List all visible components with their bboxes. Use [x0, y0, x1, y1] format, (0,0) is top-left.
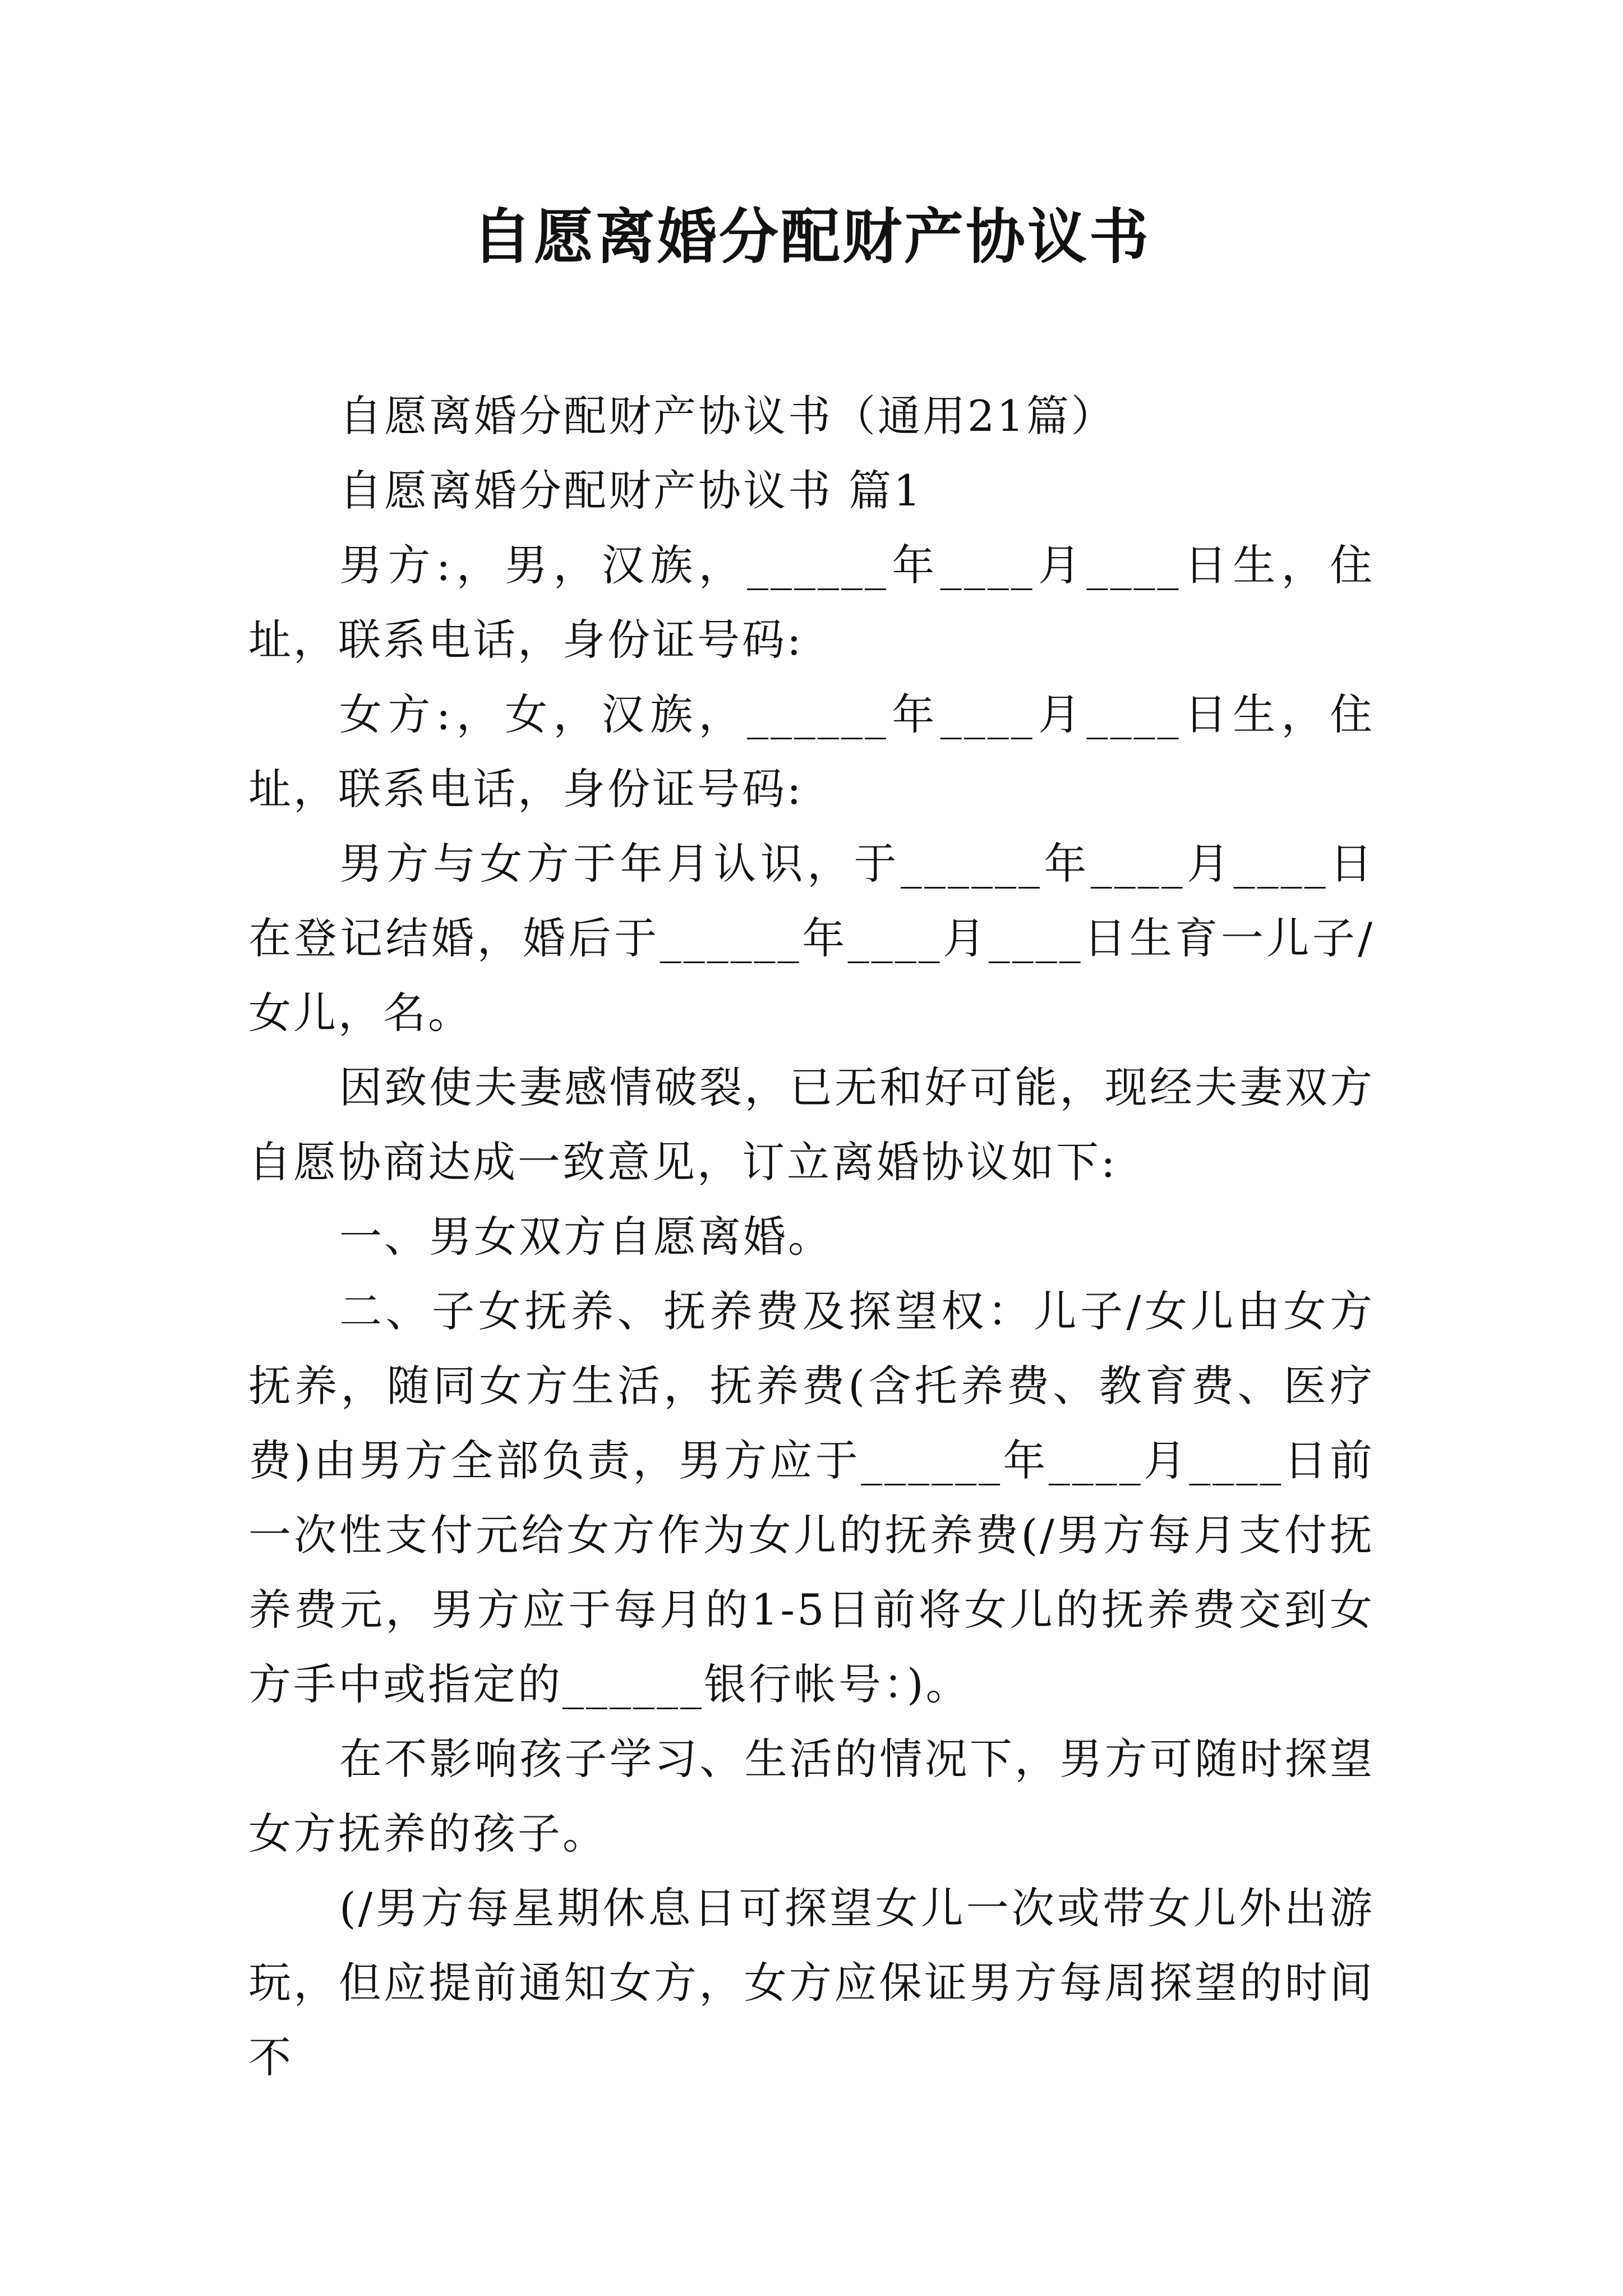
paragraph-section-heading: 自愿离婚分配财产协议书 篇1 [339, 466, 923, 516]
paragraph-male-party: 男方:，男，汉族，______年____月____日生，住址，联系电话，身份证号码: [248, 540, 1375, 665]
paragraph-visitation-detail: (/男方每星期休息日可探望女儿一次或带女儿外出游玩，但应提前通知女方，女方应保证男方每周探望的时间不 [248, 1883, 1375, 2082]
paragraph-reason: 因致使夫妻感情破裂，已无和好可能，现经夫妻双方自愿协商达成一致意见，订立离婚协议如下: [248, 1062, 1375, 1187]
paragraph-clause-2: 二、子女抚养、抚养费及探望权：儿子/女儿由女方抚养，随同女方生活，抚养费(含托养费、教育费、医疗费)由男方全部负责，男方应于______年____月____日前一次性支付元给女方作为女儿的抚养费(/男方每月支付抚养费元，男方应于每月的1-5日前将女儿的抚养费交到女方手中或指定的______银行帐号：)。 [248, 1286, 1375, 1709]
paragraph-female-party: 女方:，女，汉族，______年____月____日生，住址，联系电话，身份证号码: [248, 689, 1375, 814]
document-title: 自愿离婚分配财产协议书 [472, 201, 1151, 272]
paragraph-subtitle: 自愿离婚分配财产协议书（通用21篇） [339, 391, 1116, 441]
paragraph-visitation: 在不影响孩子学习、生活的情况下，男方可随时探望女方抚养的孩子。 [248, 1734, 1375, 1858]
document-body [248, 379, 1375, 2095]
paragraph-clause-1: 一、男女双方自愿离婚。 [339, 1212, 833, 1262]
paragraph-marriage-info: 男方与女方于年月认识，于______年____月____日在登记结婚，婚后于______年____月____日生育一儿子/女儿，名。 [248, 839, 1375, 1038]
